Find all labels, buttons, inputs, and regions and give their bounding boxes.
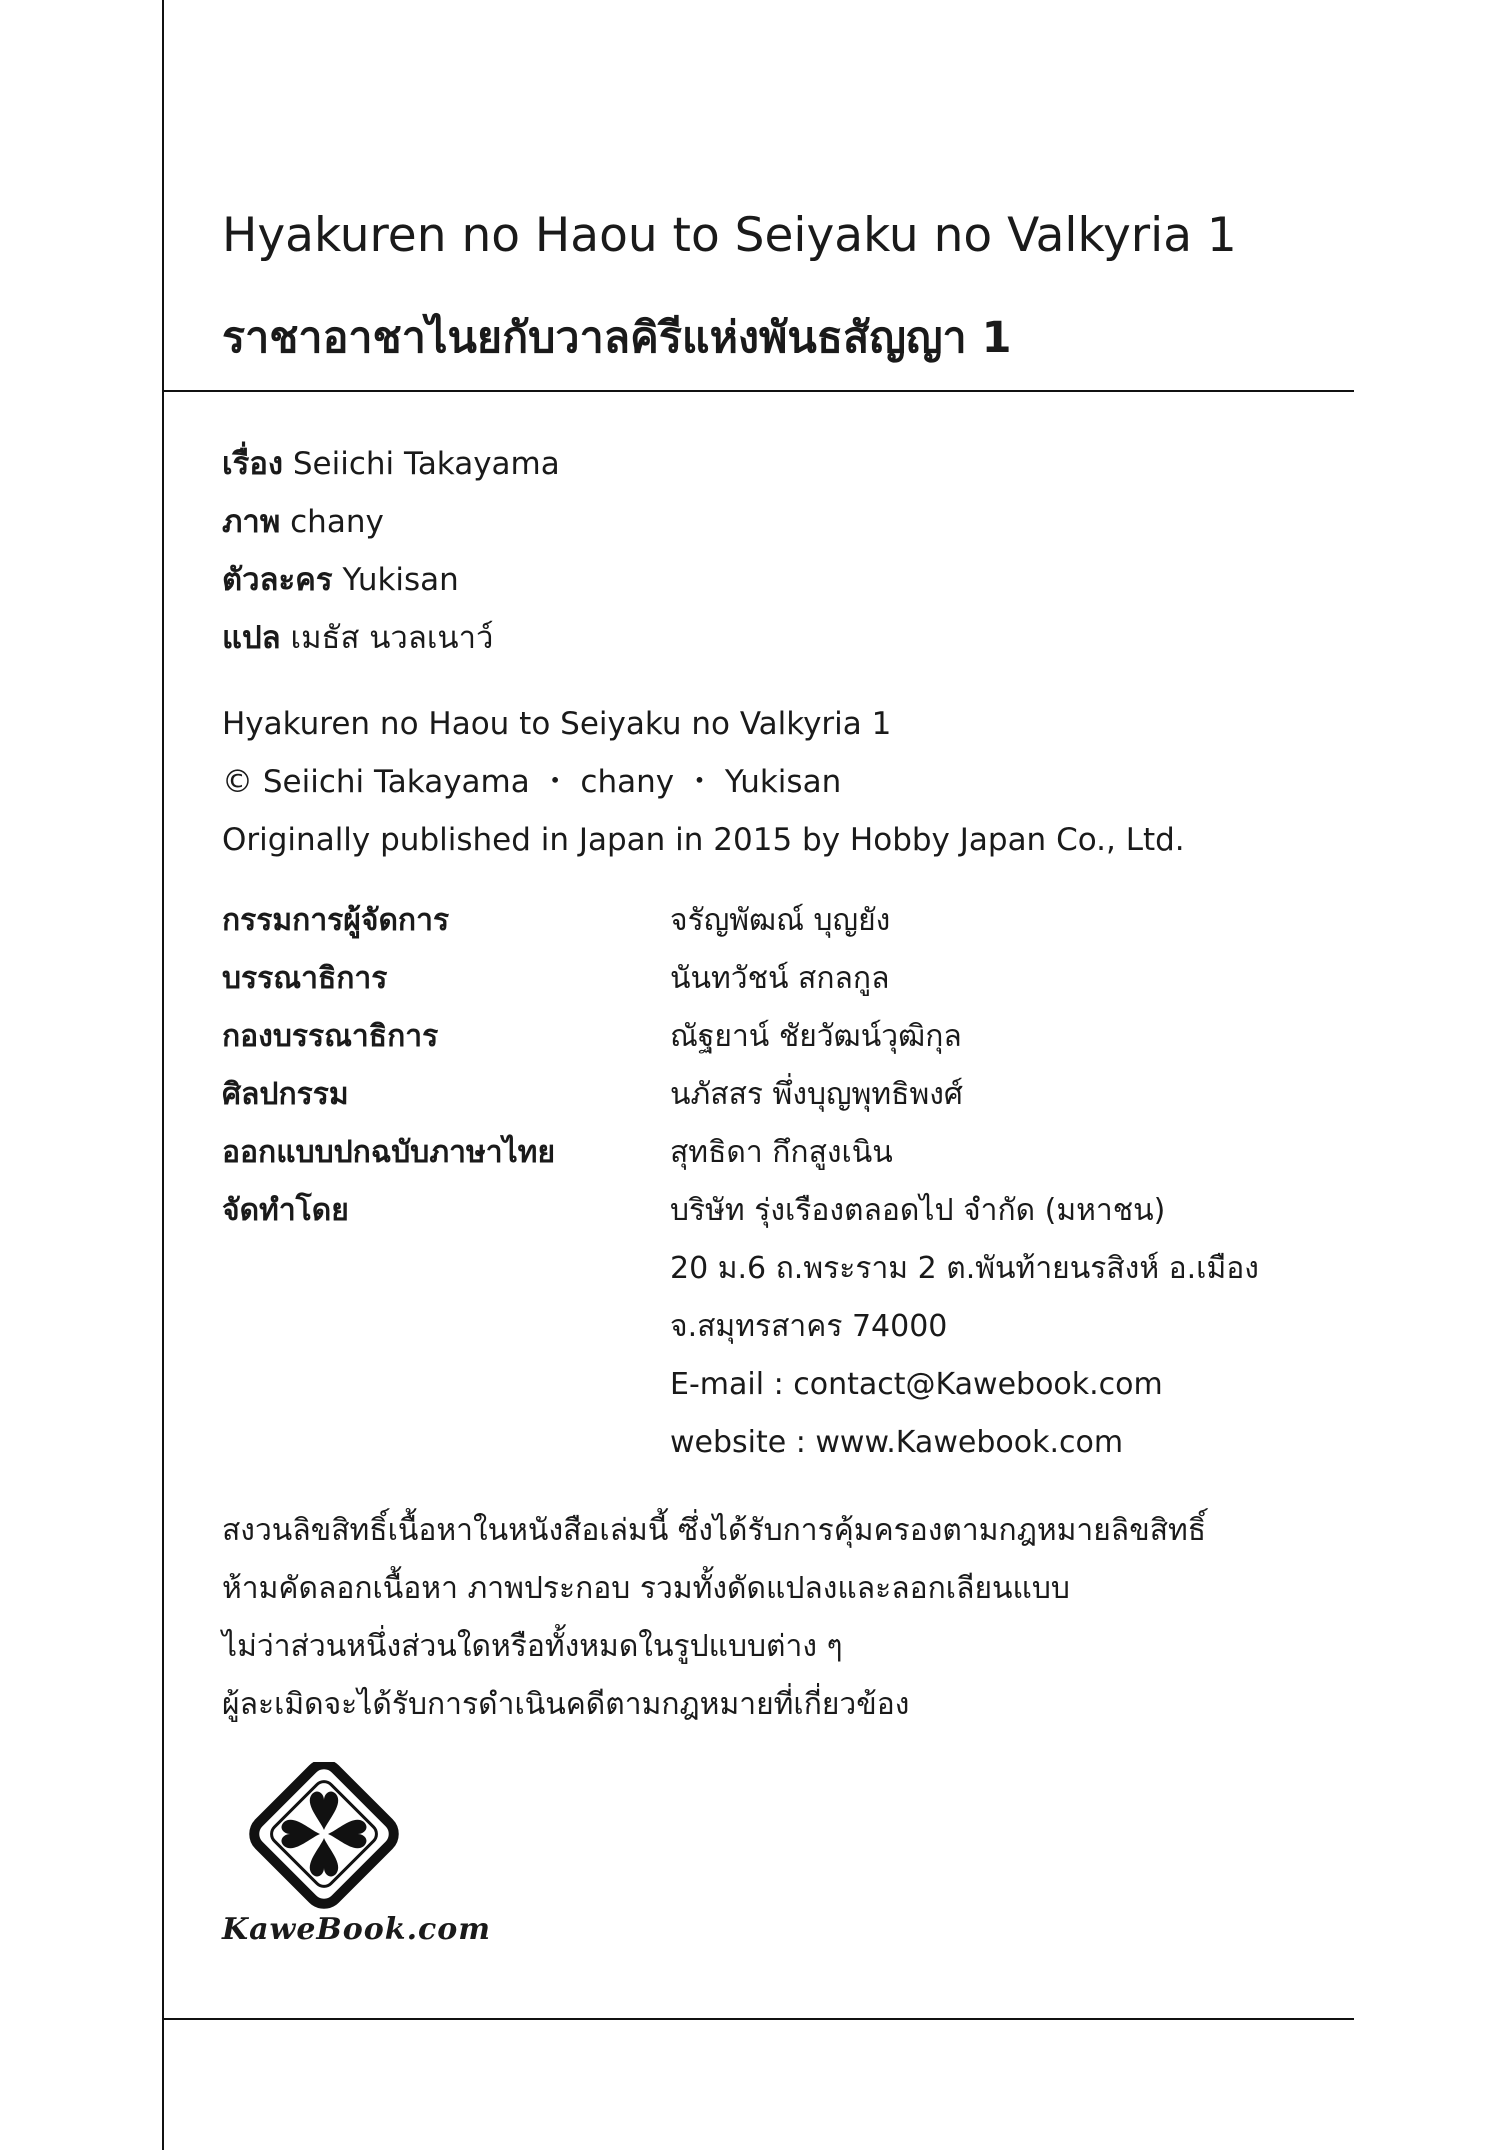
rights-block	[222, 695, 1185, 869]
copyright-notice	[222, 1502, 1206, 1734]
title-divider	[162, 390, 1354, 392]
notice-line: ห้ามคัดลอกเนื้อหา ภาพประกอบ รวมทั้งดัดแปลงและลอกเลียนแบบ	[222, 1571, 1070, 1606]
credit-value: เมธัส นวลเนาว์	[290, 620, 494, 656]
staff-value: นภัสสร พึ่งบุญพุทธิพงศ์	[670, 1077, 963, 1112]
staff-label: จัดทำโดย	[222, 1193, 349, 1228]
staff-value: จรัญพัฒณ์ บุญยัง	[670, 903, 891, 938]
notice-line: ผู้ละเมิดจะได้รับการดำเนินคดีตามกฎหมายที่เกี่ยวข้อง	[222, 1687, 910, 1722]
staff-value: บริษัท รุ่งเรืองตลอดไป จำกัด (มหาชน)	[670, 1193, 1166, 1228]
staff-label: ศิลปกรรม	[222, 1077, 349, 1112]
staff-label	[222, 1414, 670, 1472]
staff-label: กรรมการผู้จัดการ	[222, 903, 450, 938]
staff-row	[222, 1240, 1259, 1298]
credits-list	[222, 435, 560, 667]
credit-value: Yukisan	[342, 562, 459, 598]
staff-row	[222, 1298, 1259, 1356]
staff-row	[222, 1414, 1259, 1472]
published-line: Originally published in Japan in 2015 by Hobby Japan Co., Ltd.	[222, 822, 1185, 858]
notice-line: สงวนลิขสิทธิ์เนื้อหาในหนังสือเล่มนี้ ซึ่งได้รับการคุ้มครองตามกฎหมายลิขสิทธิ์	[222, 1513, 1207, 1548]
staff-label: ออกแบบปกฉบับภาษาไทย	[222, 1135, 556, 1170]
credit-value: Seiichi Takayama	[292, 446, 560, 482]
credit-label: ภาพ	[222, 504, 281, 540]
staff-label: กองบรรณาธิการ	[222, 1019, 439, 1054]
credit-label: ตัวละคร	[222, 562, 333, 598]
credit-author	[222, 435, 560, 493]
staff-row	[222, 892, 1259, 950]
four-leaf-clover-icon	[222, 1762, 442, 1912]
credit-label: เรื่อง	[222, 446, 284, 482]
staff-value: ณัฐยาน์ ชัยวัฒน์วุฒิกุล	[670, 1019, 962, 1054]
staff-row	[222, 1356, 1259, 1414]
publisher-wordmark: KaweBook.com	[222, 1912, 492, 1947]
staff-label	[222, 1356, 670, 1414]
publisher-logo	[222, 1762, 492, 1962]
staff-label: บรรณาธิการ	[222, 961, 388, 996]
staff-label	[222, 1240, 670, 1298]
original-title-line: Hyakuren no Haou to Seiyaku no Valkyria 1	[222, 706, 892, 742]
staff-row	[222, 1008, 1259, 1066]
left-margin-rule	[162, 0, 164, 2150]
staff-row	[222, 1066, 1259, 1124]
credit-label: แปล	[222, 620, 281, 656]
address-line: 20 ม.6 ถ.พระราม 2 ต.พันท้ายนรสิงห์ อ.เมือง	[670, 1251, 1259, 1286]
credit-value: chany	[290, 504, 384, 540]
address-line: จ.สมุทรสาคร 74000	[670, 1309, 948, 1344]
staff-label	[222, 1298, 670, 1356]
notice-line: ไม่ว่าส่วนหนึ่งส่วนใดหรือทั้งหมดในรูปแบบต่าง ๆ	[222, 1629, 843, 1664]
credit-illustrator	[222, 493, 560, 551]
email-line: E-mail : contact@Kawebook.com	[670, 1367, 1163, 1402]
staff-row	[222, 950, 1259, 1008]
staff-list	[222, 892, 1259, 1472]
staff-row	[222, 1124, 1259, 1182]
book-title-thai: ราชาอาชาไนยกับวาลคิรีแห่งพันธสัญญา 1	[222, 313, 1012, 363]
book-title-english: Hyakuren no Haou to Seiyaku no Valkyria 1	[222, 208, 1237, 263]
footer-divider	[162, 2018, 1354, 2020]
copyright-line: © Seiichi Takayama ・ chany ・ Yukisan	[222, 764, 842, 800]
credit-translator	[222, 609, 560, 667]
website-line: website : www.Kawebook.com	[670, 1425, 1124, 1460]
credit-character-design	[222, 551, 560, 609]
staff-value: สุทธิดา กึกสูงเนิน	[670, 1135, 893, 1170]
staff-row	[222, 1182, 1259, 1240]
staff-value: นันทวัชน์ สกลกูล	[670, 961, 890, 996]
